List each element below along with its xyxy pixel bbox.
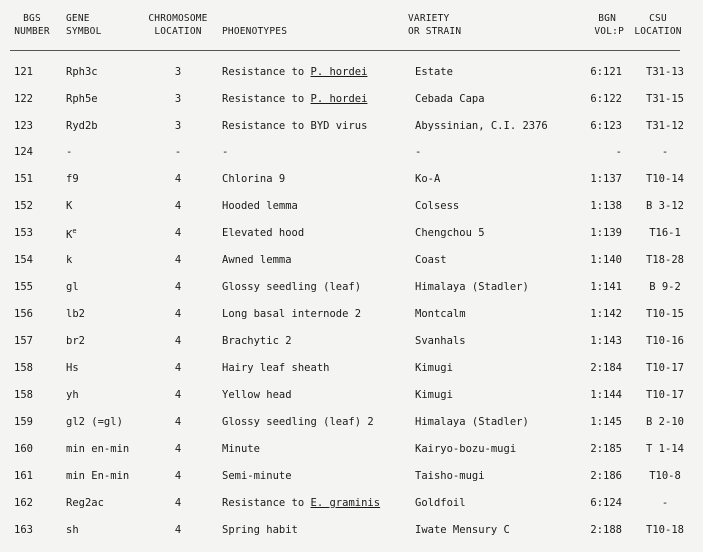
chromosome-location: 4 — [174, 524, 182, 536]
csu-location: - — [661, 497, 669, 509]
chromosome-location: 4 — [174, 335, 182, 347]
phenotype — [222, 200, 298, 212]
table-row — [0, 470, 703, 488]
chromosome-location: 3 — [174, 120, 182, 132]
gene-symbol-text: sh — [66, 524, 79, 536]
phenotype — [222, 66, 367, 78]
bgs-number: 121 — [14, 66, 33, 78]
phenotype — [222, 146, 228, 158]
phenotype-species: E. graminis — [310, 497, 381, 509]
bgn-volume-page: 1:137 — [590, 173, 622, 185]
csu-location: T16-1 — [649, 227, 681, 239]
variety-strain: Kairyo-bozu-mugi — [415, 443, 517, 455]
gene-symbol-text: lb2 — [66, 308, 85, 320]
variety-strain: Estate — [415, 66, 453, 78]
chromosome-location: 4 — [174, 281, 182, 293]
bgs-number: 151 — [14, 173, 33, 185]
csu-location: B 3-12 — [646, 200, 684, 212]
gene-symbol-text: yh — [66, 389, 79, 401]
variety-strain: Coast — [415, 254, 447, 266]
phenotype-text: Glossy seedling (leaf) — [222, 281, 362, 293]
bgn-volume-page: - — [615, 146, 622, 158]
phenotype-text: Chlorina 9 — [222, 173, 286, 185]
phenotype — [222, 281, 361, 293]
table-row — [0, 443, 703, 461]
gene-symbol — [66, 120, 98, 132]
variety-strain: - — [415, 146, 422, 158]
gene-symbol — [66, 66, 98, 78]
chromosome-location: 4 — [174, 497, 182, 509]
phenotype — [222, 470, 292, 482]
phenotype — [222, 362, 329, 374]
bgs-number: 157 — [14, 335, 33, 347]
gene-symbol — [66, 389, 79, 401]
header-variety-strain: VARIETY OR STRAIN — [408, 13, 462, 37]
chromosome-location: 4 — [174, 200, 182, 212]
table-row — [0, 254, 703, 272]
bgn-volume-page: 1:143 — [590, 335, 622, 347]
table-row — [0, 524, 703, 542]
phenotype — [222, 443, 260, 455]
phenotype — [222, 120, 367, 132]
gene-symbol-text: gl2 (=gl) — [66, 416, 123, 428]
gene-symbol-text: Rph3c — [66, 66, 98, 78]
phenotype — [222, 93, 367, 105]
chromosome-location: 4 — [174, 416, 182, 428]
gene-symbol — [66, 227, 77, 241]
table-row — [0, 173, 703, 191]
phenotype-text: Semi-minute — [222, 470, 292, 482]
bgn-volume-page: 6:121 — [590, 66, 622, 78]
phenotype — [222, 227, 304, 239]
variety-strain: Colsess — [415, 200, 460, 212]
bgs-number: 161 — [14, 470, 33, 482]
phenotype-text: Spring habit — [222, 524, 298, 536]
csu-location: T31-15 — [646, 93, 684, 105]
bgn-volume-page: 1:138 — [590, 200, 622, 212]
gene-symbol — [66, 93, 98, 105]
bgn-volume-page: 2:188 — [590, 524, 622, 536]
bgs-number: 152 — [14, 200, 33, 212]
phenotype-text: Awned lemma — [222, 254, 292, 266]
gene-symbol — [66, 416, 123, 428]
gene-symbol — [66, 470, 129, 482]
bgn-volume-page: 1:144 — [590, 389, 622, 401]
header-csu-location: CSU LOCATION — [634, 13, 682, 37]
bgs-number: 124 — [14, 146, 33, 158]
gene-symbol-text: k — [66, 254, 73, 266]
table-row — [0, 200, 703, 218]
csu-location: T 1-14 — [646, 443, 684, 455]
gene-symbol-text: min en-min — [66, 443, 130, 455]
bgn-volume-page: 6:124 — [590, 497, 622, 509]
phenotype-species: P. hordei — [310, 93, 368, 105]
phenotype — [222, 524, 298, 536]
bgn-volume-page: 1:142 — [590, 308, 622, 320]
gene-symbol-text: f9 — [66, 173, 79, 185]
bgs-number: 162 — [14, 497, 33, 509]
variety-strain: Chengchou 5 — [415, 227, 485, 239]
csu-location: T18-28 — [646, 254, 684, 266]
phenotype — [222, 497, 380, 509]
gene-symbol-text: min En-min — [66, 470, 130, 482]
gene-symbol-text: br2 — [66, 335, 85, 347]
phenotype-text: - — [222, 146, 229, 158]
chromosome-location: 4 — [174, 254, 182, 266]
phenotype-text: Brachytic 2 — [222, 335, 292, 347]
chromosome-location: 4 — [174, 389, 182, 401]
chromosome-location: 4 — [174, 173, 182, 185]
phenotype-species: P. hordei — [310, 66, 368, 78]
gene-symbol-text: Ryd2b — [66, 120, 98, 132]
variety-strain: Himalaya (Stadler) — [415, 281, 529, 293]
csu-location: T10-17 — [646, 389, 684, 401]
gene-symbol-text: Hs — [66, 362, 79, 374]
gene-symbol — [66, 443, 129, 455]
table-row — [0, 362, 703, 380]
variety-strain: Iwate Mensury C — [415, 524, 510, 536]
variety-strain: Kimugi — [415, 362, 453, 374]
gene-symbol — [66, 524, 79, 536]
variety-strain: Montcalm — [415, 308, 466, 320]
gene-symbol — [66, 281, 79, 293]
header-bgs-number: BGS NUMBER — [14, 13, 50, 37]
phenotype-text: Resistance to — [222, 66, 311, 78]
csu-location: T31-13 — [646, 66, 684, 78]
header-chromosome-location: CHROMOSOME LOCATION — [148, 13, 208, 37]
csu-location: T10-18 — [646, 524, 684, 536]
csu-location: T31-12 — [646, 120, 684, 132]
gene-symbol — [66, 146, 72, 158]
bgs-number: 163 — [14, 524, 33, 536]
phenotype-text: Resistance to BYD virus — [222, 120, 368, 132]
bgn-volume-page: 1:141 — [590, 281, 622, 293]
variety-strain: Ko-A — [415, 173, 441, 185]
csu-location: T10-14 — [646, 173, 684, 185]
csu-location: B 9-2 — [649, 281, 681, 293]
table-row — [0, 389, 703, 407]
csu-location: T10-16 — [646, 335, 684, 347]
csu-location: T10-15 — [646, 308, 684, 320]
bgn-volume-page: 1:140 — [590, 254, 622, 266]
table-row — [0, 497, 703, 515]
bgs-number: 160 — [14, 443, 33, 455]
phenotype — [222, 335, 292, 347]
gene-symbol — [66, 308, 85, 320]
table-row — [0, 93, 703, 111]
gene-symbol-text: gl — [66, 281, 79, 293]
table-row — [0, 416, 703, 434]
chromosome-location: 4 — [174, 443, 182, 455]
header-gene-symbol: GENE SYMBOL — [66, 13, 102, 37]
bgs-number: 153 — [14, 227, 33, 239]
bgs-number: 122 — [14, 93, 33, 105]
table-row — [0, 281, 703, 299]
table-row — [0, 120, 703, 138]
bgs-number: 123 — [14, 120, 33, 132]
bgs-number: 158 — [14, 389, 33, 401]
gene-symbol — [66, 497, 104, 509]
phenotype — [222, 173, 285, 185]
gene-superscript: e — [72, 227, 77, 235]
chromosome-location: 4 — [174, 308, 182, 320]
phenotype-text: Long basal internode 2 — [222, 308, 362, 320]
variety-strain: Cebada Capa — [415, 93, 485, 105]
gene-symbol-text: Reg2ac — [66, 497, 104, 509]
gene-symbol-text: - — [66, 146, 73, 158]
csu-location: B 2-10 — [646, 416, 684, 428]
phenotype-text: Resistance to — [222, 93, 311, 105]
variety-strain: Taisho-mugi — [415, 470, 485, 482]
variety-strain: Kimugi — [415, 389, 453, 401]
table-row — [0, 227, 703, 245]
chromosome-location: 3 — [174, 93, 182, 105]
phenotype-text: Hooded lemma — [222, 200, 298, 212]
chromosome-location: 3 — [174, 66, 182, 78]
bgn-volume-page: 1:145 — [590, 416, 622, 428]
csu-location: - — [661, 146, 669, 158]
bgs-number: 154 — [14, 254, 33, 266]
header-bgn-volp: BGN VOL:P — [594, 13, 624, 37]
bgn-volume-page: 6:123 — [590, 120, 622, 132]
bgn-volume-page: 2:185 — [590, 443, 622, 455]
phenotype-text: Hairy leaf sheath — [222, 362, 330, 374]
phenotype-text: Elevated hood — [222, 227, 305, 239]
variety-strain: Goldfoil — [415, 497, 466, 509]
table-row — [0, 335, 703, 353]
chromosome-location: 4 — [174, 227, 182, 239]
bgn-volume-page: 2:186 — [590, 470, 622, 482]
csu-location: T10-8 — [649, 470, 681, 482]
phenotype — [222, 416, 374, 428]
csu-location: T10-17 — [646, 362, 684, 374]
header-phenotypes: PHOENOTYPES — [222, 26, 288, 37]
bgs-number: 156 — [14, 308, 33, 320]
gene-symbol-text: K — [66, 200, 73, 212]
chromosome-location: 4 — [174, 470, 182, 482]
table-row — [0, 308, 703, 326]
table-row — [0, 146, 703, 164]
bgs-number: 158 — [14, 362, 33, 374]
phenotype-text: Yellow head — [222, 389, 292, 401]
table-row — [0, 66, 703, 84]
chromosome-location: - — [174, 146, 182, 158]
variety-strain: Abyssinian, C.I. 2376 — [415, 120, 548, 132]
phenotype — [222, 389, 292, 401]
gene-symbol — [66, 200, 72, 212]
phenotype-text: Minute — [222, 443, 260, 455]
header-divider — [10, 50, 680, 51]
gene-symbol-text: Rph5e — [66, 93, 98, 105]
variety-strain: Himalaya (Stadler) — [415, 416, 529, 428]
gene-symbol-text: K — [66, 229, 73, 241]
bgs-number: 159 — [14, 416, 33, 428]
phenotype-text: Resistance to — [222, 497, 311, 509]
phenotype — [222, 308, 361, 320]
bgn-volume-page: 1:139 — [590, 227, 622, 239]
phenotype — [222, 254, 292, 266]
chromosome-location: 4 — [174, 362, 182, 374]
bgn-volume-page: 2:184 — [590, 362, 622, 374]
bgn-volume-page: 6:122 — [590, 93, 622, 105]
bgs-number: 155 — [14, 281, 33, 293]
variety-strain: Svanhals — [415, 335, 466, 347]
gene-symbol — [66, 362, 79, 374]
gene-symbol — [66, 173, 79, 185]
phenotype-text: Glossy seedling (leaf) 2 — [222, 416, 374, 428]
gene-symbol — [66, 254, 72, 266]
gene-symbol — [66, 335, 85, 347]
